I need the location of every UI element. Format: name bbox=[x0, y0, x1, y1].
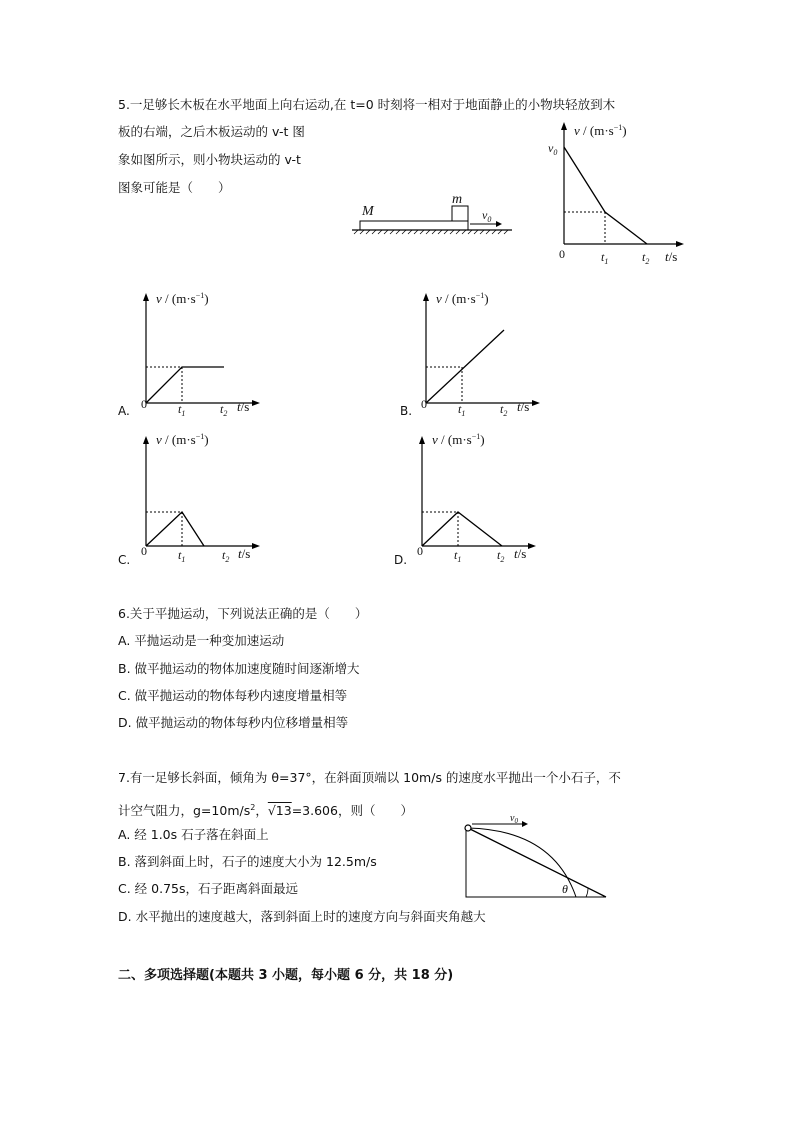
t1-tick: $t_1$ bbox=[601, 250, 609, 266]
ground-hatching bbox=[354, 230, 508, 234]
option-c-line bbox=[146, 512, 204, 546]
v0-tick: $v_0$ bbox=[548, 141, 558, 157]
svg-text:t2: $t_2$ bbox=[497, 548, 505, 564]
svg-text:v / (m·s−1): $v / (m\cdot s^{-1})$ bbox=[436, 291, 489, 306]
incline-surface bbox=[468, 828, 606, 897]
angle-arc bbox=[586, 888, 588, 897]
option-b-letter: B. bbox=[400, 404, 413, 418]
q5-stem-line3: 象如图所示，则小物块运动的 v-t bbox=[118, 152, 301, 167]
q5-stem-line4: 图象可能是（ ） bbox=[118, 180, 231, 195]
section-2-title: 二、多项选择题(本题共 3 小题，每小题 6 分，共 18 分) bbox=[118, 968, 454, 983]
trajectory-curve bbox=[468, 828, 576, 897]
svg-text:0: 0 bbox=[141, 544, 147, 558]
q6-option-d: D. 做平抛运动的物体每秒内位移增量相等 bbox=[118, 715, 349, 730]
v0-label: $v_0$ bbox=[482, 208, 492, 224]
v0-label: $v_0$ bbox=[510, 813, 518, 825]
svg-text:t1: $t_1$ bbox=[458, 402, 466, 418]
q7-option-b: B. 落到斜面上时，石子的速度大小为 12.5m/s bbox=[118, 854, 377, 869]
q6-option-c: C. 做平抛运动的物体每秒内速度增量相等 bbox=[118, 688, 348, 703]
svg-text:t/s: t/s bbox=[514, 546, 527, 561]
q7-option-d: D. 水平抛出的速度越大，落到斜面上时的速度方向与斜面夹角越大 bbox=[118, 909, 486, 924]
theta-label: θ bbox=[562, 882, 568, 896]
option-d-letter: D. bbox=[394, 553, 408, 567]
option-d-line bbox=[422, 512, 502, 546]
block-rect bbox=[452, 206, 468, 221]
q5-stem-line2: 板的右端，之后木板运动的 v-t 图 bbox=[118, 124, 305, 139]
option-a-line bbox=[146, 367, 224, 403]
svg-text:t2: $t_2$ bbox=[222, 548, 230, 564]
q5-setup-figure bbox=[346, 190, 516, 242]
svg-text:t1: $t_1$ bbox=[178, 402, 186, 418]
q7-stem-line2: 计空气阻力，$g=10m/s^2$，√13=3.606，则（ ） bbox=[118, 803, 413, 819]
svg-text:t/s: t/s bbox=[238, 546, 251, 561]
svg-text:t/s: t/s bbox=[237, 399, 250, 414]
option-b-line bbox=[426, 330, 504, 403]
svg-text:t/s: t/s bbox=[517, 399, 530, 414]
q6-stem: 6.关于平抛运动，下列说法正确的是（ ） bbox=[118, 606, 368, 621]
v-axis-label: $v / (m\cdot s^{-1})$ bbox=[574, 123, 627, 138]
svg-text:t1: $t_1$ bbox=[454, 548, 462, 564]
q7-option-c: C. 经 0.75s，石子距离斜面最远 bbox=[118, 881, 298, 896]
q5-option-c-graph bbox=[114, 428, 264, 568]
q7-option-a: A. 经 1.0s 石子落在斜面上 bbox=[118, 827, 269, 842]
q5-option-b-graph bbox=[394, 285, 544, 420]
svg-text:0: 0 bbox=[421, 397, 427, 411]
svg-text:0: 0 bbox=[417, 544, 423, 558]
t-axis-label: t/s bbox=[665, 249, 678, 264]
option-c-letter: C. bbox=[118, 553, 131, 567]
svg-text:t2: $t_2$ bbox=[220, 402, 228, 418]
q6-option-b: B. 做平抛运动的物体加速度随时间逐渐增大 bbox=[118, 661, 360, 676]
q5-option-d-graph bbox=[390, 428, 540, 568]
svg-text:0: 0 bbox=[141, 397, 147, 411]
t2-tick: $t_2$ bbox=[642, 250, 650, 266]
board-rect bbox=[360, 221, 468, 230]
svg-text:v / (m·s−1): $v / (m\cdot s^{-1})$ bbox=[156, 291, 209, 306]
option-a-letter: A. bbox=[118, 404, 130, 418]
svg-text:v / (m·s−1): $v / (m\cdot s^{-1})$ bbox=[432, 432, 485, 447]
block-label: m bbox=[452, 192, 463, 207]
q5-stem-line1: 5.一足够长木板在水平地面上向右运动,在 t=0 时刻将一相对于地面静止的小物块轻放到木 bbox=[118, 97, 616, 112]
svg-text:t1: $t_1$ bbox=[178, 548, 186, 564]
q7-stem-line1: 7.有一足够长斜面，倾角为 θ=37°，在斜面顶端以 10m/s 的速度水平抛出一个小石子，不 bbox=[118, 770, 621, 785]
board-label: M bbox=[362, 204, 374, 219]
stone bbox=[465, 825, 471, 831]
svg-text:t2: $t_2$ bbox=[500, 402, 508, 418]
q5-option-a-graph bbox=[114, 285, 264, 420]
q7-incline-figure bbox=[458, 810, 618, 902]
q6-option-a: A. 平抛运动是一种变加速运动 bbox=[118, 633, 285, 648]
svg-text:v / (m·s−1): $v / (m\cdot s^{-1})$ bbox=[156, 432, 209, 447]
origin-label: 0 bbox=[559, 247, 565, 261]
q5-board-vt-graph bbox=[540, 118, 700, 268]
